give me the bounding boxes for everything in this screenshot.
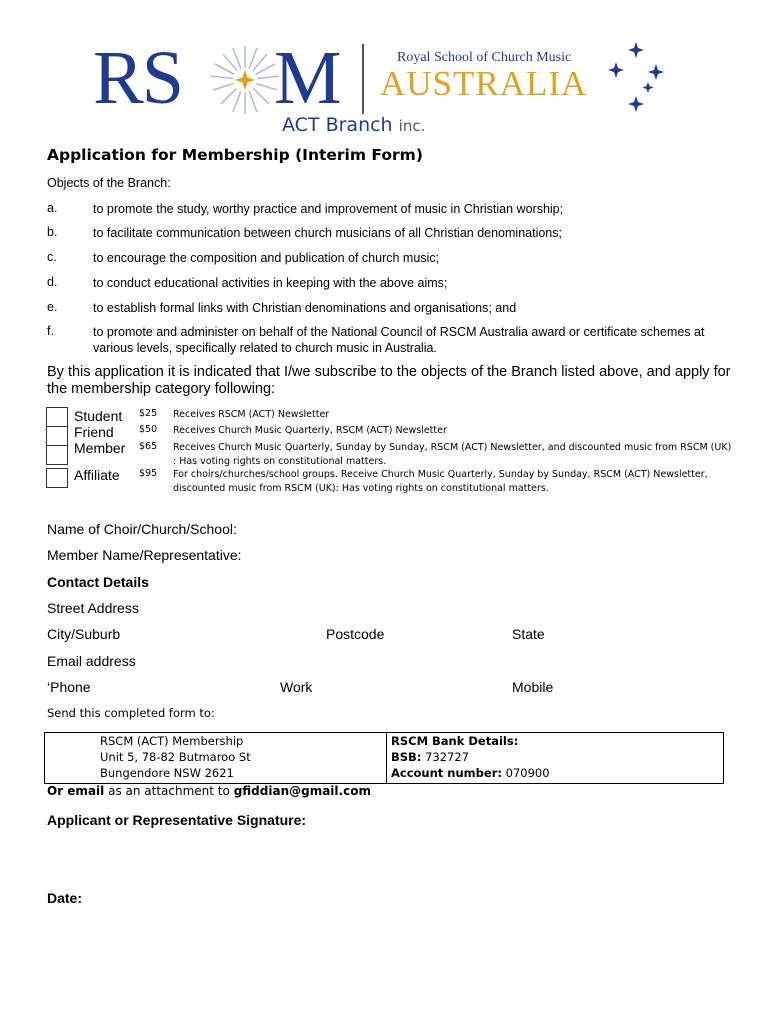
member-checkbox[interactable] xyxy=(46,445,68,465)
friend-checkbox[interactable] xyxy=(46,426,68,446)
logo-act-branch xyxy=(282,114,425,136)
object-letter: c. xyxy=(47,250,57,264)
logo-rs-text: RS xyxy=(93,36,182,120)
category-name-friend: Friend xyxy=(74,424,114,440)
logo-divider xyxy=(362,44,364,114)
object-letter: f. xyxy=(47,324,54,338)
object-text: to facilitate communication between church musicians of all Christian denominations; xyxy=(93,226,562,240)
address-line: Unit 5, 78-82 Butmaroo St xyxy=(100,750,251,764)
bsb-line xyxy=(391,750,469,764)
page-title: Application for Membership (Interim Form) xyxy=(47,146,423,164)
account-line xyxy=(391,766,550,780)
logo-australia-text: AUSTRALIA xyxy=(380,64,588,103)
or-email-text: Or email xyxy=(47,784,105,798)
object-text: to establish formal links with Christian denominations and organisations; and xyxy=(93,301,517,315)
application-intro: By this application it is indicated that I/we subscribe to the objects of the Branch listed above, and apply for the membership category following: xyxy=(47,364,731,397)
object-letter: e. xyxy=(47,300,58,314)
bsb-value: 732727 xyxy=(425,750,469,764)
object-text: to promote and administer on behalf of the National Council of RSCM Australia award or certificate schemes at various levels, specifically related to church music in Australia. xyxy=(93,325,705,355)
object-text: to promote the study, worthy practice and improvement of music in Christian worship; xyxy=(93,202,564,216)
category-price: $25 xyxy=(139,408,158,419)
category-description: Receives Church Music Quarterly, Sunday by Sunday, RSCM (ACT) Newsletter, and discounted music from RSCM (UK) : Has voting rights on constitutional matters. xyxy=(173,442,732,467)
object-text: to encourage the composition and publication of church music; xyxy=(93,251,440,265)
category-name-student: Student xyxy=(74,408,123,424)
category-price: $95 xyxy=(139,468,158,479)
objects-heading: Objects of the Branch: xyxy=(47,176,171,190)
attachment-text: as an attachment to xyxy=(108,784,230,798)
signature-label: Applicant or Representative Signature: xyxy=(47,812,307,828)
student-checkbox[interactable] xyxy=(46,407,68,427)
city-suburb-label: City/Suburb xyxy=(47,626,121,642)
choir-field-label: Name of Choir/Church/School: xyxy=(47,521,237,537)
phone-label: ‘Phone xyxy=(47,679,91,695)
account-value: 070900 xyxy=(505,766,550,780)
southern-cross-stars-icon xyxy=(606,40,668,114)
category-description: For choirs/churches/school groups. Receive Church Music Quarterly, Sunday by Sunday, RSCM (ACT) Newsletter, discounted music from RSCM (UK): Has voting rights on constitutional matters. xyxy=(173,469,708,494)
object-letter: d. xyxy=(47,275,58,289)
street-address-label: Street Address xyxy=(47,600,139,616)
state-label: State xyxy=(512,626,545,642)
email-address-label: Email address xyxy=(47,653,136,669)
date-label: Date: xyxy=(47,890,83,906)
logo-royal-school-text: Royal School of Church Music xyxy=(397,50,572,65)
logo-branch-text: ACT Branch xyxy=(282,114,393,136)
category-description: Receives Church Music Quarterly, RSCM (ACT) Newsletter xyxy=(173,425,447,436)
email-instruction xyxy=(47,784,371,798)
object-letter: b. xyxy=(47,225,58,239)
bsb-label: BSB: xyxy=(391,750,422,764)
send-form-label: Send this completed form to: xyxy=(47,706,215,720)
mobile-label: Mobile xyxy=(512,679,554,695)
contact-email-link[interactable]: gfiddian@gmail.com xyxy=(233,784,371,798)
work-phone-label: Work xyxy=(280,679,313,695)
logo-m-text: M xyxy=(274,36,342,120)
category-price: $50 xyxy=(139,424,158,435)
address-line: Bungendore NSW 2621 xyxy=(100,766,234,780)
postcode-label: Postcode xyxy=(326,626,385,642)
contact-details-heading: Contact Details xyxy=(47,574,149,590)
box-divider xyxy=(386,732,387,784)
object-letter: a. xyxy=(47,201,58,215)
category-description: Receives RSCM (ACT) Newsletter xyxy=(173,409,330,420)
address-line: RSCM (ACT) Membership xyxy=(100,734,244,748)
affiliate-checkbox[interactable] xyxy=(46,468,68,488)
bank-details-heading: RSCM Bank Details: xyxy=(391,734,519,748)
category-price: $65 xyxy=(139,441,158,452)
category-name-affiliate: Affiliate xyxy=(74,467,120,483)
logo-inc-text: inc. xyxy=(398,117,426,135)
member-name-field-label: Member Name/Representative: xyxy=(47,547,242,563)
account-label: Account number: xyxy=(391,766,502,780)
category-name-member: Member xyxy=(74,440,126,456)
logo-burst-icon xyxy=(209,44,281,116)
object-text: to conduct educational activities in keeping with the above aims; xyxy=(93,276,448,290)
